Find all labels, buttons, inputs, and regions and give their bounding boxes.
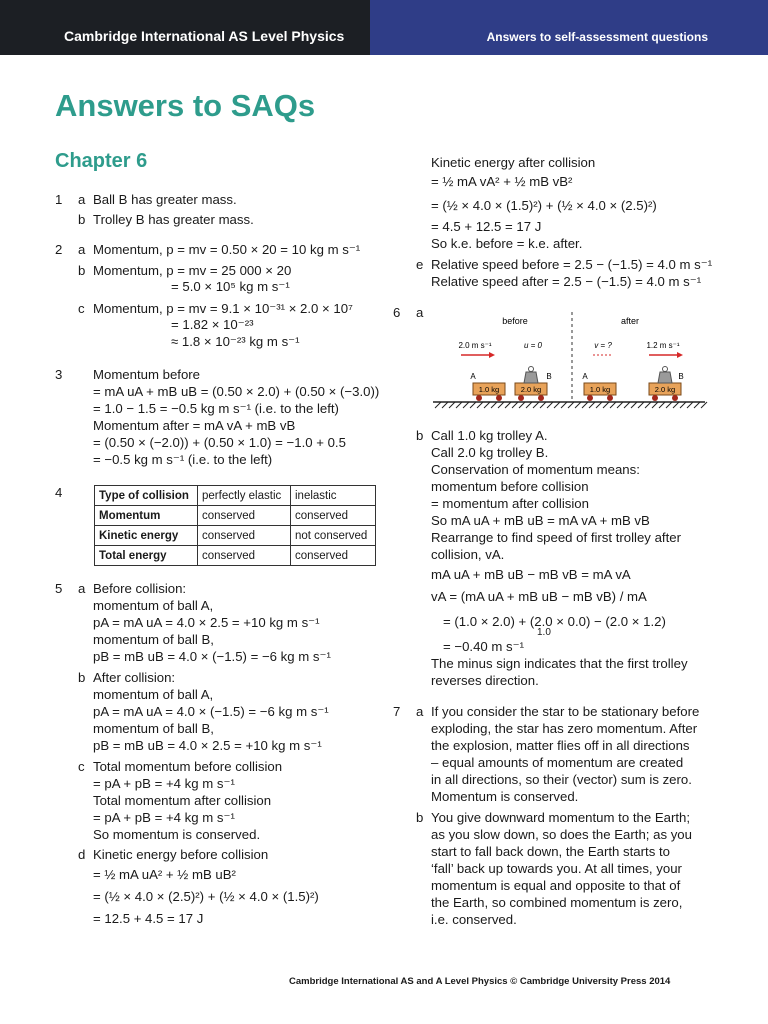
footer-copyright: Cambridge International AS and A Level Physics © Cambridge University Press 2014	[289, 976, 671, 987]
answer-line: = (0.50 × (−2.0)) + (0.50 × 1.0) = −1.0 + 0.5	[93, 435, 346, 450]
answer-line: = 1.0 − 1.5 = −0.5 kg m s⁻¹ (i.e. to the left)	[93, 401, 339, 416]
table-header-row	[95, 486, 376, 506]
answer-line: collision, vA.	[431, 547, 505, 562]
answer-line: = pA + pB = +4 kg m s⁻¹	[93, 776, 235, 791]
answer-line: = −0.40 m s⁻¹	[443, 639, 524, 654]
table-cell: Type of collision	[95, 486, 198, 506]
answer-line: = mA uA + mB uB = (0.50 × 2.0) + (0.50 × (−3.0))	[93, 384, 380, 399]
table-cell: not conserved	[291, 526, 376, 546]
table-cell: conserved	[291, 506, 376, 526]
trolley-a-after	[584, 383, 616, 401]
answer-line: = pA + pB = +4 kg m s⁻¹	[93, 810, 235, 825]
answer-line: vA = (mA uA + mB uB − mB vB) / mA	[431, 589, 647, 604]
answer-line: Total momentum after collision	[93, 793, 272, 808]
answer-line: = 4.5 + 12.5 = 17 J	[431, 219, 542, 234]
part-letter: c	[78, 301, 85, 316]
collision-diagram	[425, 312, 710, 417]
question-number: 5	[55, 581, 63, 596]
answer-line: Momentum after = mA vA + mB vB	[93, 418, 296, 433]
part-letter: b	[416, 428, 424, 443]
answer-line: Relative speed after = 2.5 − (−1.5) = 4.0 m s⁻¹	[431, 274, 702, 289]
answer-line: pB = mB uB = 4.0 × (−1.5) = −6 kg m s⁻¹	[93, 649, 331, 664]
question-number: 4	[55, 485, 63, 500]
table-cell: conserved	[291, 546, 376, 566]
answer-line: If you consider the star to be stationary before	[431, 704, 700, 719]
speed-label: v = ?	[594, 341, 612, 350]
answer-line: = ½ mA uA² + ½ mB uB²	[93, 867, 236, 882]
answer-line: Before collision:	[93, 581, 187, 596]
weight-icon	[524, 372, 538, 383]
part-letter: e	[416, 257, 424, 272]
answer-line: mA uA + mB uB − mB vB = mA vA	[431, 567, 631, 582]
arrow-head-icon	[489, 352, 495, 358]
table-row	[95, 546, 376, 566]
answer-line: Momentum, p = mv = 9.1 × 10⁻³¹ × 2.0 × 10⁷	[93, 301, 353, 316]
part-letter: a	[416, 305, 424, 320]
answer-line: = 1.82 × 10⁻²³	[171, 317, 254, 332]
table-cell: conserved	[198, 546, 291, 566]
answer-line: momentum of ball A,	[93, 598, 214, 613]
table-row	[95, 526, 376, 546]
answer-line: Trolley B has greater mass.	[93, 212, 254, 227]
answer-line: momentum is equal and opposite to that of	[431, 878, 681, 893]
question-number: 7	[393, 704, 401, 719]
answer-line: Kinetic energy after collision	[431, 155, 596, 170]
table-cell: perfectly elastic	[198, 486, 291, 506]
chapter-heading: Chapter 6	[55, 150, 148, 172]
ground-hatching	[435, 402, 707, 408]
book-title: Cambridge International AS Level Physics	[64, 28, 345, 44]
answer-line: Conservation of momentum means:	[431, 462, 640, 477]
answer-line: You give downward momentum to the Earth;	[431, 810, 691, 825]
answer-line: = ½ mA vA² + ½ mB vB²	[431, 174, 573, 189]
part-letter: b	[78, 212, 86, 227]
answer-line: Kinetic energy before collision	[93, 847, 269, 862]
speed-label: u = 0	[523, 341, 543, 350]
speed-label: 1.2 m s⁻¹	[646, 341, 680, 350]
after-label: after	[620, 316, 640, 326]
svg-text:1.0 kg: 1.0 kg	[478, 385, 500, 394]
answer-line: pB = mB uB = 4.0 × 2.5 = +10 kg m s⁻¹	[93, 738, 322, 753]
answer-line: So mA uA + mB uB = mA vA + mB vB	[431, 513, 650, 528]
trolley-b-before	[515, 367, 547, 402]
answer-line: = (½ × 4.0 × (2.5)²) + (½ × 4.0 × (1.5)²)	[93, 889, 319, 904]
part-letter: b	[78, 670, 86, 685]
answer-line: exploding, the star has zero momentum. After	[431, 721, 698, 736]
answer-line: After collision:	[93, 670, 176, 685]
answer-line: Momentum, p = mv = 25 000 × 20	[93, 263, 292, 278]
table-cell: inelastic	[291, 486, 376, 506]
answer-line: Total momentum before collision	[93, 759, 283, 774]
answer-line: Momentum, p = mv = 0.50 × 20 = 10 kg m s⁻¹	[93, 242, 361, 257]
svg-text:1.0 kg: 1.0 kg	[589, 385, 611, 394]
answer-line: momentum of ball A,	[93, 687, 214, 702]
svg-text:2.0 kg: 2.0 kg	[654, 385, 676, 394]
answer-line: as you slow down, so does the Earth; as you	[431, 827, 692, 842]
answer-line: reverses direction.	[431, 673, 539, 688]
answer-line: ≈ 1.8 × 10⁻²³ kg m s⁻¹	[171, 334, 300, 349]
answer-line: Momentum before	[93, 367, 201, 382]
part-letter: d	[78, 847, 86, 862]
answer-line: Call 2.0 kg trolley B.	[431, 445, 549, 460]
answer-line: the explosion, matter flies off in all directions	[431, 738, 690, 753]
page-title: Answers to SAQs	[55, 88, 316, 123]
answer-line: Rearrange to find speed of first trolley after	[431, 530, 681, 545]
trolley-a-label: A	[582, 372, 588, 381]
answer-line: the Earth, so combined momentum is zero,	[431, 895, 683, 910]
answer-line: Ball B has greater mass.	[93, 192, 237, 207]
header-bar-right	[370, 0, 768, 55]
answer-line: momentum of ball B,	[93, 632, 214, 647]
answer-line: ‘fall’ back up towards you. At all times, your	[431, 861, 682, 876]
collision-table	[94, 485, 376, 566]
trolley-b-label: B	[546, 372, 552, 381]
answer-line: = 5.0 × 10⁵ kg m s⁻¹	[171, 279, 290, 294]
answer-line: momentum of ball B,	[93, 721, 214, 736]
answer-line: 1.0	[537, 627, 551, 638]
answer-line: momentum before collision	[431, 479, 589, 494]
answer-line: start to fall back down, the Earth starts to	[431, 844, 670, 859]
part-letter: a	[78, 581, 86, 596]
trolley-a-label: A	[470, 372, 476, 381]
section-title: Answers to self-assessment questions	[486, 30, 708, 44]
table-cell: Momentum	[95, 506, 198, 526]
answer-line: pA = mA uA = 4.0 × 2.5 = +10 kg m s⁻¹	[93, 615, 320, 630]
answer-line: So momentum is conserved.	[93, 827, 261, 842]
answer-line: Momentum is conserved.	[431, 789, 579, 804]
part-letter: c	[78, 759, 85, 774]
answer-line: pA = mA uA = 4.0 × (−1.5) = −6 kg m s⁻¹	[93, 704, 329, 719]
answer-line: Relative speed before = 2.5 − (−1.5) = 4.0 m s⁻¹	[431, 257, 713, 272]
part-letter: a	[78, 192, 86, 207]
table-cell: Kinetic energy	[95, 526, 198, 546]
question-number: 1	[55, 192, 63, 207]
part-letter: a	[78, 242, 86, 257]
part-letter: a	[416, 704, 424, 719]
answer-line: = (½ × 4.0 × (1.5)²) + (½ × 4.0 × (2.5)²)	[431, 198, 657, 213]
question-number: 3	[55, 367, 63, 382]
table-cell: conserved	[198, 506, 291, 526]
answer-line: i.e. conserved.	[431, 912, 517, 927]
trolley-a-before	[473, 383, 505, 401]
answer-line: Call 1.0 kg trolley A.	[431, 428, 548, 443]
trolley-b-after	[649, 367, 684, 402]
answer-line: = (1.0 × 2.0) + (2.0 × 0.0) − (2.0 × 1.2)	[443, 614, 666, 629]
question-number: 6	[393, 305, 401, 320]
table-row	[95, 506, 376, 526]
answer-line: = momentum after collision	[431, 496, 589, 511]
trolley-b-label: B	[678, 372, 684, 381]
answer-line: = 12.5 + 4.5 = 17 J	[93, 911, 204, 926]
speed-label: 2.0 m s⁻¹	[458, 341, 492, 350]
table-cell: Total energy	[95, 546, 198, 566]
weight-icon	[658, 372, 672, 383]
question-number: 2	[55, 242, 63, 257]
answer-line: in all directions, so their (vector) sum is zero.	[431, 772, 692, 787]
arrow-head-icon	[677, 352, 683, 358]
answer-line: The minus sign indicates that the first trolley	[431, 656, 688, 671]
answer-line: So k.e. before = k.e. after.	[431, 236, 583, 251]
answer-line: – equal amounts of momentum are created	[431, 755, 684, 770]
before-label: before	[502, 316, 528, 326]
part-letter: b	[416, 810, 424, 825]
table-cell: conserved	[198, 526, 291, 546]
svg-text:2.0 kg: 2.0 kg	[520, 385, 542, 394]
part-letter: b	[78, 263, 86, 278]
answer-line: = −0.5 kg m s⁻¹ (i.e. to the left)	[93, 452, 273, 467]
